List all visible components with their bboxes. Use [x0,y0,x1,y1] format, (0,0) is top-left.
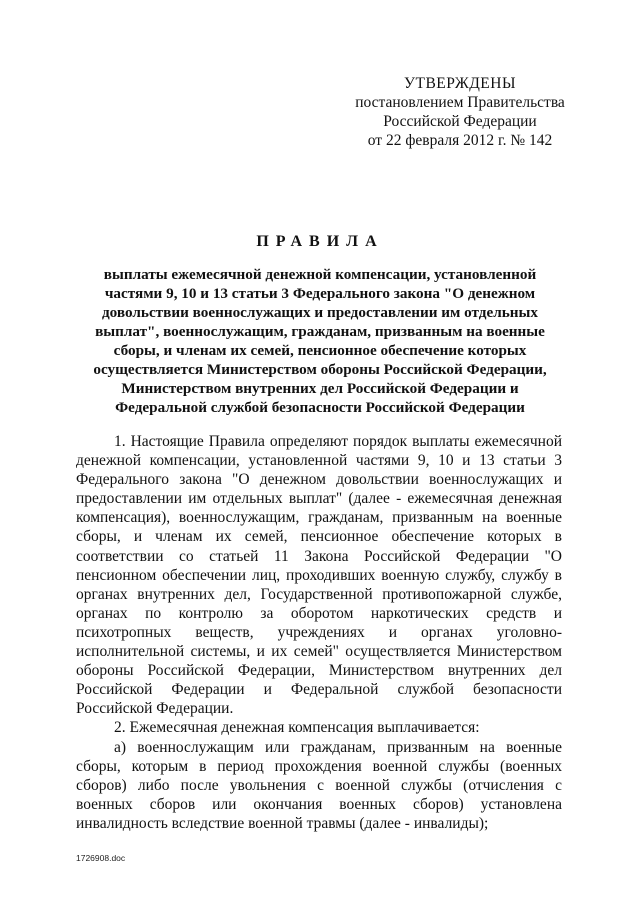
paragraph-2a: а) военнослужащим или гражданам, призванным на военные сборы, которым в период прохождения военной службы (военных сборов) либо после увольнения с военной службы (отчисления с военных сборов или окончания военных сборов) установлена инвалидность вследствие военной травмы (далее - инвалиды); [76,738,562,832]
document-title: ПРАВИЛА [256,233,384,250]
approval-title: УТВЕРЖДЕНЫ [404,75,516,92]
approval-line: постановлением Правительства [355,94,565,111]
footer-file-name: 1726908.doc [76,853,126,863]
approval-date-line: от 22 февраля 2012 г. № 142 [367,132,553,149]
document-body [76,432,562,833]
approval-block [330,74,590,150]
paragraph-1: 1. Настоящие Правила определяют порядок выплаты ежемесячной денежной компенсации, установленной частями 9, 10 и 13 статьи 3 Федерального закона "О денежном довольствии военнослужащих и предоставлении им отдельных выплат" (далее - ежемесячная денежная компенсация), военнослужащим, гражданам, призванным на военные сборы, и членам их семей, пенсионное обеспечение которых в соответствии со статьей 11 Закона Российской Федерации "О пенсионном обеспечении лиц, проходивших военную службу, службу в органах внутренних дел, Государственной противопожарной службе, органах по контролю за оборотом наркотических средств и психотропных веществ, учреждениях и органах уголовно-исполнительной системы, и их семей" осуществляется Министерством обороны Российской Федерации, Министерством внутренних дел Российской Федерации и Федеральной службой безопасности Российской Федерации. [76,433,562,718]
paragraph-2: 2. Ежемесячная денежная компенсация выплачивается: [114,719,480,737]
document-subtitle: выплаты ежемесячной денежной компенсации, установленной частями 9, 10 и 13 статьи 3 Федерального закона "О денежном довольствии военнослужащих и предоставлении им отдельных выплат", военнослужащим, гражданам, призванным на военные сборы, и членам их семей, пенсионное обеспечение которых осуществляется Министерством обороны Российской Федерации, Министерством внутренних дел Российской Федерации и Федеральной службой безопасности Российской Федерации [93,266,547,416]
approval-line: Российской Федерации [383,113,537,130]
